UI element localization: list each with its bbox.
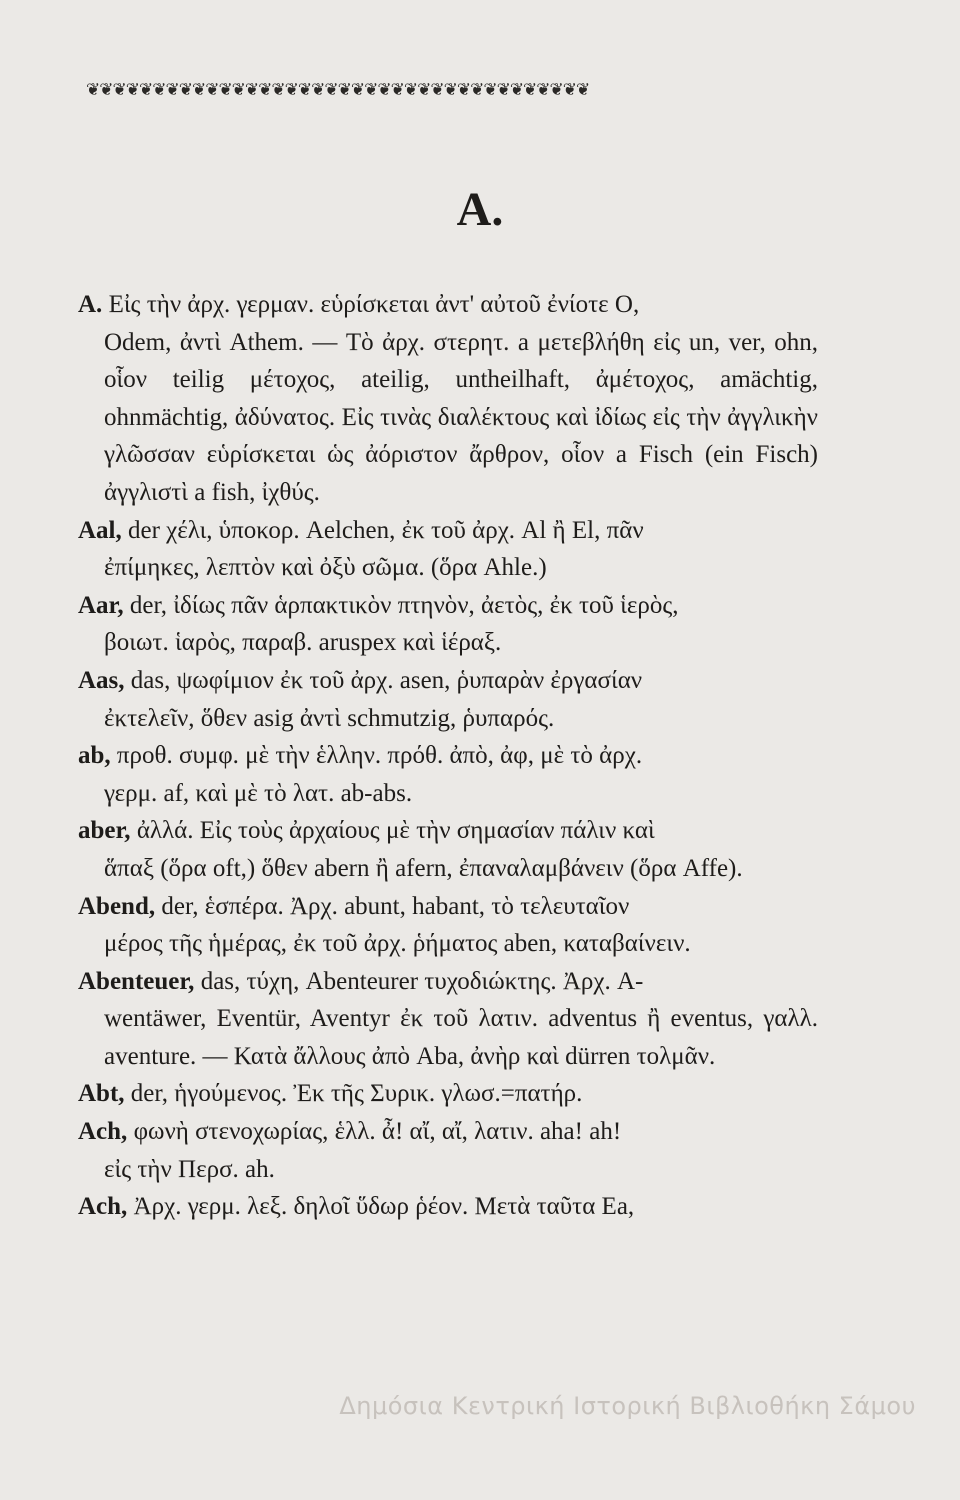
entry-text: der, ἡγούμενος. Ἐκ τῆς Συρικ. γλωσ.=πατήρ.	[130, 1080, 583, 1108]
entry-headword: Aar,	[78, 591, 124, 619]
entry-text: das, ψωφίμιον ἐκ τοῦ ἀρχ. asen, ῥυπαρὰν ἐργασίαν	[130, 666, 643, 694]
entry-continuation: ἅπαξ (ὅρα oft,) ὅθεν abern ἢ afern, ἐπαναλαμβάνειν (ὅρα Affe).	[104, 854, 743, 882]
dictionary-entries	[78, 286, 818, 1226]
entry-text: φωνὴ στενοχωρίας, ἑλλ. ἆ! αἴ, αἴ, λατιν. aha! ah!	[133, 1118, 622, 1146]
entry-headword: Ach,	[78, 1118, 128, 1146]
entry-headword: Abend,	[78, 892, 156, 920]
entry-headword: Abenteuer,	[78, 967, 195, 995]
entry-headword: Aas,	[78, 666, 125, 694]
entry-headword: Abt,	[78, 1080, 125, 1108]
dictionary-entry	[78, 1188, 818, 1226]
entry-text: προθ. συμφ. μὲ τὴν ἑλλην. πρόθ. ἀπὸ, ἀφ, μὲ τὸ ἀρχ.	[116, 742, 643, 770]
entry-continuation: ἐπίμηκες, λεπτὸν καὶ ὀξὺ σῶμα. (ὅρα Ahle.)	[104, 554, 547, 582]
library-watermark: Δημόσια Κεντρική Ιστορική Βιβλιοθήκη Σάμου	[339, 1392, 916, 1420]
entry-text: ἀλλά. Εἰς τοὺς ἀρχαίους μὲ τὴν σημασίαν πάλιν καὶ	[136, 817, 655, 845]
entry-continuation: ἐκτελεῖν, ὅθεν asig ἀντὶ schmutzig, ῥυπαρός.	[104, 704, 555, 732]
entry-headword: A.	[78, 291, 103, 318]
entry-continuation: βοιωτ. ἱαρὸς, παραβ. aruspex καὶ ἱέραξ.	[104, 629, 502, 657]
dictionary-entry	[78, 888, 818, 963]
entry-continuation: wentäwer, Eventür, Aventyr ἐκ τοῦ λατιν. adventus ἢ eventus, γαλλ. aventure. — Κατὰ ἄλλους ἀπὸ Aba, ἀνὴρ καὶ dürren τολμᾶν.	[104, 1005, 818, 1070]
dictionary-entry	[78, 512, 818, 587]
entry-text: der, ἰδίως πᾶν ἁρπακτικὸν πτηνὸν, ἀετὸς, ἐκ τοῦ ἱερὸς,	[129, 591, 679, 619]
entry-text: Ἀρχ. γερμ. λεξ. δηλοῖ ὕδωρ ῥέον. Μετὰ ταῦτα Ea,	[133, 1193, 635, 1221]
entry-text: der χέλι, ὑποκορ. Aelchen, ἐκ τοῦ ἀρχ. Al ἢ El, πᾶν	[128, 516, 644, 544]
dictionary-entry	[78, 587, 818, 662]
entry-headword: Ach,	[78, 1193, 128, 1221]
section-letter-heading: A.	[456, 183, 504, 236]
entry-headword: aber,	[78, 817, 131, 845]
entry-continuation: μέρος τῆς ἡμέρας, ἐκ τοῦ ἀρχ. ῥήματος aben, καταβαίνειν.	[104, 930, 691, 958]
entry-text: der, ἑσπέρα. Ἀρχ. abunt, habant, τὸ τελευταῖον	[161, 892, 630, 920]
entry-continuation: εἰς τὴν Περσ. ah.	[104, 1155, 275, 1183]
dictionary-entry	[78, 737, 818, 812]
dictionary-entry	[78, 662, 818, 737]
entry-headword: ab,	[78, 742, 111, 770]
entry-continuation: Odem, ἀντὶ Athem. — Τὸ ἀρχ. στερητ. a μετεβλήθη εἰς un, ver, ohn, οἷον teilig μέτοχος, ateilig, untheilhaft, ἀμέτοχος, amächtig, ohnmächtig, ἀδύνατος. Εἰς τινὰς διαλέκτους καὶ ἰδίως εἰς τὴν ἀγγλικὴν γλῶσσαν εὑρίσκεται ὡς ἀόριστον ἄρθρον, οἷον a Fisch (ein Fisch) ἀγγλιστὶ a fish, ἰχθύς.	[104, 328, 818, 506]
entry-continuation: γερμ. af, καὶ μὲ τὸ λατ. ab-abs.	[104, 779, 413, 807]
ornamental-border: ❦❦❦❦❦❦❦❦❦❦❦❦❦❦❦❦❦❦❦❦❦❦❦❦❦❦❦❦❦❦❦❦❦❦❦❦❦❦	[86, 80, 590, 99]
dictionary-entry	[78, 963, 818, 1076]
entry-text: Εἰς τὴν ἀρχ. γερμαν. εὑρίσκεται ἀντ' αὐτοῦ ἐνίοτε O,	[108, 291, 640, 318]
dictionary-entry	[78, 812, 818, 887]
dictionary-entry	[78, 1075, 818, 1113]
dictionary-entry	[78, 1113, 818, 1188]
entry-headword: Aal,	[78, 516, 122, 544]
dictionary-entry	[78, 286, 818, 512]
entry-text: das, τύχη, Abenteurer τυχοδιώκτης. Ἀρχ. A-	[200, 967, 644, 995]
